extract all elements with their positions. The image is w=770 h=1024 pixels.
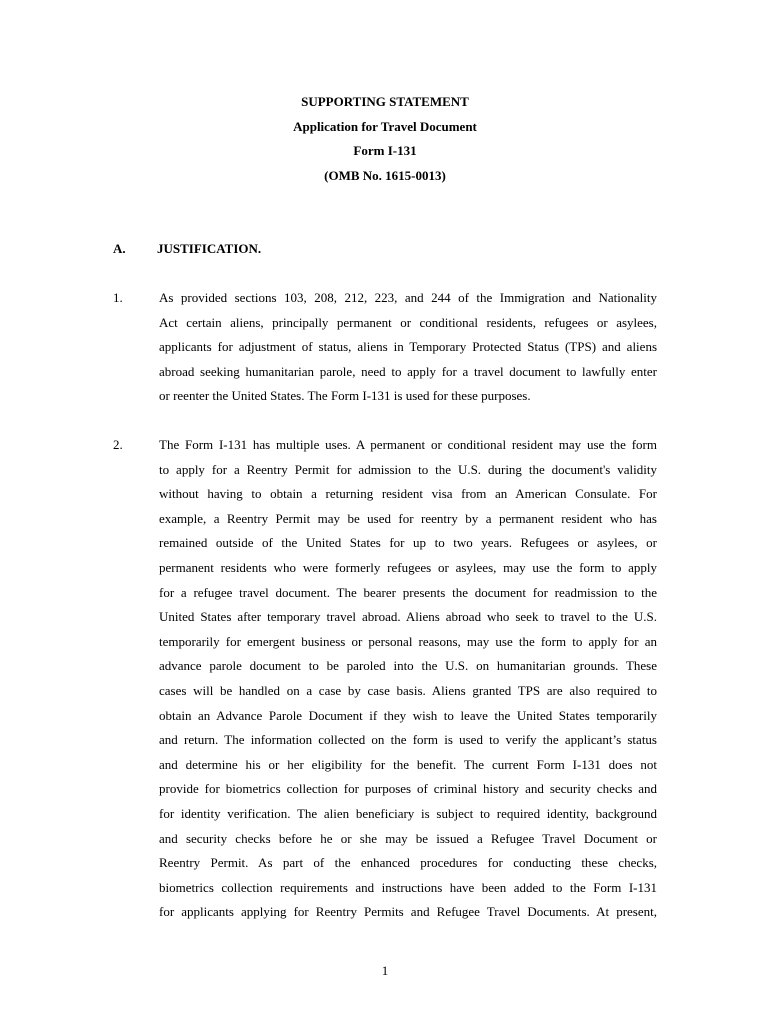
text-line: example, a Reentry Permit may be used for reentry by a permanent resident who has: [159, 510, 657, 526]
text-line: cases will be handled on a case by case basis. Aliens granted TPS are also required to: [159, 682, 657, 698]
text-line: or reenter the United States. The Form I-131 is used for these purposes.: [159, 388, 531, 404]
header-title: SUPPORTING STATEMENT: [301, 94, 469, 109]
text-line: advance parole document to be paroled into the U.S. on humanitarian grounds. These: [159, 658, 657, 674]
text-line: for a refugee travel document. The bearer presents the document for readmission to the: [159, 584, 657, 600]
text-line: and security checks before he or she may be issued a Refugee Travel Document or: [159, 830, 657, 846]
page-number: 1: [381, 963, 389, 978]
text-line: temporarily for emergent business or personal reasons, may use the form to apply for an: [159, 633, 657, 649]
paragraph-body: [159, 433, 657, 925]
text-line: remained outside of the United States for up to two years. Refugees or asylees, or: [159, 535, 657, 551]
text-line: The Form I-131 has multiple uses. A permanent or conditional resident may use the form: [159, 437, 657, 452]
text-line: Act certain aliens, principally permanent or conditional residents, refugees or asylees,: [159, 314, 657, 330]
text-line: and determine his or her eligibility for the benefit. The current Form I-131 does not: [159, 756, 657, 772]
header-subtitle: Application for Travel Document: [293, 118, 477, 134]
text-line: provide for biometrics collection for purposes of criminal history and security checks and: [159, 781, 657, 797]
text-line: United States after temporary travel abroad. Aliens abroad who seek to travel to the U.S.: [159, 609, 657, 625]
text-line: for identity verification. The alien beneficiary is subject to required identity, background: [159, 805, 657, 821]
header-form-number: Form I-131: [353, 143, 417, 159]
text-line: Reentry Permit. As part of the enhanced procedures for conducting these checks,: [159, 855, 657, 871]
paragraph-body: [159, 286, 657, 409]
section-title: JUSTIFICATION.: [157, 241, 262, 256]
text-line: obtain an Advance Parole Document if they wish to leave the United States temporarily: [159, 707, 657, 723]
document-header: [0, 93, 770, 191]
header-omb-number: (OMB No. 1615-0013): [324, 167, 446, 183]
text-line: As provided sections 103, 208, 212, 223, and 244 of the Immigration and Nationality: [159, 290, 657, 305]
paragraph-number: 1.: [113, 290, 123, 305]
text-line: permanent residents who were formerly refugees or asylees, may use the form to apply: [159, 559, 657, 575]
text-line: applicants for adjustment of status, aliens in Temporary Protected Status (TPS) and aliens: [159, 339, 657, 355]
text-line: abroad seeking humanitarian parole, need to apply for a travel document to lawfully enter: [159, 363, 657, 379]
section-label: A.: [113, 241, 126, 256]
paragraph-number: 2.: [113, 437, 123, 452]
text-line: without having to obtain a returning resident visa from an American Consulate. For: [159, 486, 657, 502]
text-line: biometrics collection requirements and instructions have been added to the Form I-131: [159, 879, 657, 895]
text-line: for applicants applying for Reentry Permits and Refugee Travel Documents. At present,: [159, 904, 657, 920]
text-line: and return. The information collected on the form is used to verify the applicant’s status: [159, 732, 657, 748]
text-line: to apply for a Reentry Permit for admission to the U.S. during the document's validity: [159, 461, 657, 477]
